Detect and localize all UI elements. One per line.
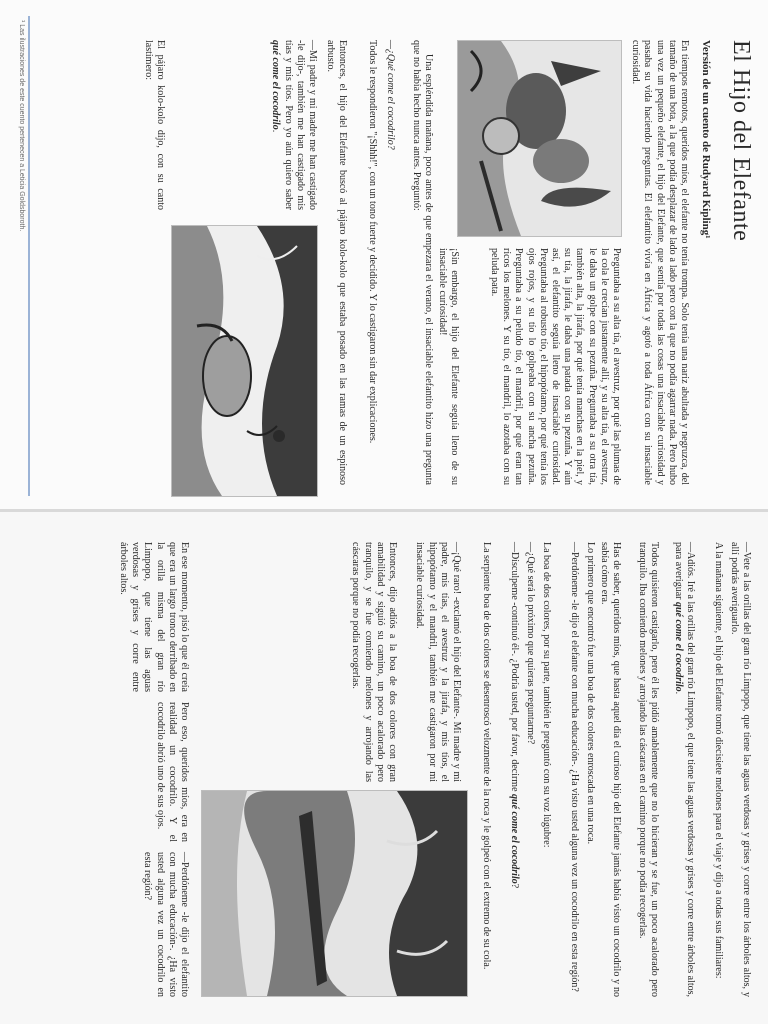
illustration-crocodile-river [201, 790, 468, 997]
paragraph-goodbye [672, 542, 696, 997]
goodbye-end: . [672, 691, 684, 695]
goodbye-emphasis: qué come el cocodrilo [672, 601, 684, 692]
question-crocodile: —¿Qué come el cocodrilo? [385, 40, 396, 150]
paragraph-departure: Todos quisieron castigarlo, pero él les pidió amablemente que no lo hicieran y se fue, un poco acalorado pero tranquilo. Iba comiendo melones y arrojando las cáscaras en el camino porque no podía recogerlas. [636, 542, 660, 997]
paragraph-real-crocodile: Pero eso, queridos míos, era en realidad un cocodrilo. Y el cocodrilo abrió uno de sus ojos. [154, 702, 190, 842]
illustration-kolo-kolo-bird [171, 225, 318, 497]
intro-paragraph: En tiempos remotos, queridos míos, el elefante no tenía trompa. Solo tenía una nariz abultada y negruzca, del tamaño de una bota, a la que podía desplazar de lado a lado pero con la que no podía agarrar nada. Pero hubo una vez un pequeño elefante, el hijo del Elefante, que sentía por todas las cosas una insaciable curiosidad y pasaba su vida haciendo preguntas. El elefantito vivía en África y agotó a toda África con su insaciable curiosidad. [630, 40, 690, 485]
paragraph-limpopo-directions: —Vete a las orillas del gran río Limpopo, que tiene las aguas verdosas y grises y corre entre los árboles altos, y allí podrás averiguarlo. [728, 542, 752, 997]
footnote: ¹ Las ilustraciones de este cuento pertenecen a Leticia Goldsboroth. [18, 20, 25, 232]
paragraph-boa-strikes: La serpiente boa de dos colores se desenroscó velozmente de la roca y le golpeó con el extremo de su cola. [481, 542, 492, 970]
paragraph-boa: Lo primero que encontró fue una boa de dos colores enroscada en una roca. [585, 542, 596, 845]
paragraph-never-seen: Has de saber, queridos míos, que hasta aquel día el curioso hijo del Elefante jamás había visto un cocodrilo y no sabía cómo era. [598, 542, 622, 997]
story-subtitle: Versión de un cuento de Rudyard Kipling¹ [700, 40, 712, 239]
punished-emphasis: qué come el cocodrilo [270, 40, 282, 130]
elephant-family-drawing [458, 41, 621, 236]
paragraph-punished [269, 40, 318, 210]
punished-text: —Mi padre y mi madre me han castigado -le dijo-, también me han castigado mis tías y mis tíos. Pero yo aún quiero saber [282, 40, 318, 210]
paragraph-relatives: Preguntaba a su alta tía, el avestruz, por qué las plumas de la cola le crecían justamente allí, y su alta tía, el avestruz, le daba un golpe con su pezuña. Preguntaba a su otra tía, también alta, la jirafa, por qué tenía manchas en la piel, y su tía, la jirafa, le daba una patada con su pezuña. Y aún así, el elefantito seguía lleno de insaciable curiosidad. Preguntaba al robusto tío, el hipopótamo, por qué tenía los ojos rojos, y su tío lo golpeaba con su ancha pezuña. Preguntaba a su peludo tío, el mandril, por qué eran tan ricos los melones. Y su tío, el mandril, lo azotaba con su peluda pata. [488, 248, 622, 485]
excuse-end: ? [509, 883, 520, 889]
paragraph-next-morning: A la mañana siguiente, el hijo del Elefante tomó diecisiete melones para el viaje y dijo a todas sus familiares: [713, 542, 724, 979]
paragraph-bird-song: El pájaro kolo-kolo dijo, con su canto lastimero: [142, 40, 166, 210]
paragraph-excuse-me [508, 542, 520, 997]
paragraph-how-strange: —¡Qué raro! -exclamó el hijo del Elefante-. Mi madre y mi padre, mis tías, el avestruz y la jirafa, y mis tíos, el hipopótamo y el mandril, también me castigaron por mi insaciable curiosidad. [414, 542, 462, 782]
story-title: El Hijo del Elefante [728, 40, 754, 242]
excuse-text: —Disculpeme -continuó él-. ¿Podría usted, por favor, decirme [509, 542, 520, 795]
paragraph-kolo-kolo: Entonces, el hijo del Elefante buscó al pájaro kolo-kolo que estaba posado en las ramas de un espinoso arbusto. [324, 40, 348, 485]
crocodile-river-drawing [202, 791, 467, 996]
paragraph-boa-question: —¿Qué será lo próximo que quieras preguntarme? [525, 542, 536, 745]
goodbye-text: —Adiós. Iré a las orillas del gran río Limpopo, el que tiene las aguas verdosas y grises y corre entre árboles altos, para averiguar [672, 542, 696, 997]
paragraph-log: En ese momento, pisó lo que él creía que era un largo tronco derribado en la orilla misma del gran río Limpopo, que tiene las aguas verdosas y grises y corre entre árboles altos. [117, 542, 190, 692]
excuse-emphasis: qué come el cocodrilo [509, 794, 520, 884]
paragraph-ask-boa: —Perdóneme -le dijo el elefante con mucha educación-. ¿Ha visto usted alguna vez un cocodrilo en esta región? [569, 542, 580, 992]
footnote-rule [28, 16, 30, 496]
paragraph-ask-crocodile: —Perdóneme -le dijo el elefantito con mucha educación-. ¿Ha visto usted alguna vez un cocodrilo en esta región? [142, 852, 190, 997]
kolo-kolo-drawing [172, 226, 317, 496]
illustration-elephant-family [457, 40, 622, 237]
paragraph-says-goodbye: Entonces, dijo adiós a la boa de dos colores con gran amabilidad y siguió su camino, un poco acalorado pero tranquilo, y se fue comiendo melones y arrojando las cáscaras porque no podía recogerlas. [350, 542, 398, 782]
story-page-continued [0, 512, 768, 1024]
punished-end: . [270, 129, 282, 133]
paragraph-curiosity: ¡Sin embargo, el hijo del Elefante seguía lleno de su insaciable curiosidad! [436, 248, 460, 485]
paragraph-boa-voice: La boa de dos colores, por su parte, también le preguntó con su voz lúgubre: [541, 542, 552, 848]
paragraph-one-morning: Una espléndida mañana, poco antes de que empezara el verano, el insaciable elefantito hizo una pregunta que no había hecho nunca antes. Preguntó: [410, 40, 434, 485]
paragraph-shhh: Todos le respondieron "¡Shhh!", con un tono fuerte y decidido. Y lo castigaron sin dar explicaciones. [367, 40, 378, 444]
